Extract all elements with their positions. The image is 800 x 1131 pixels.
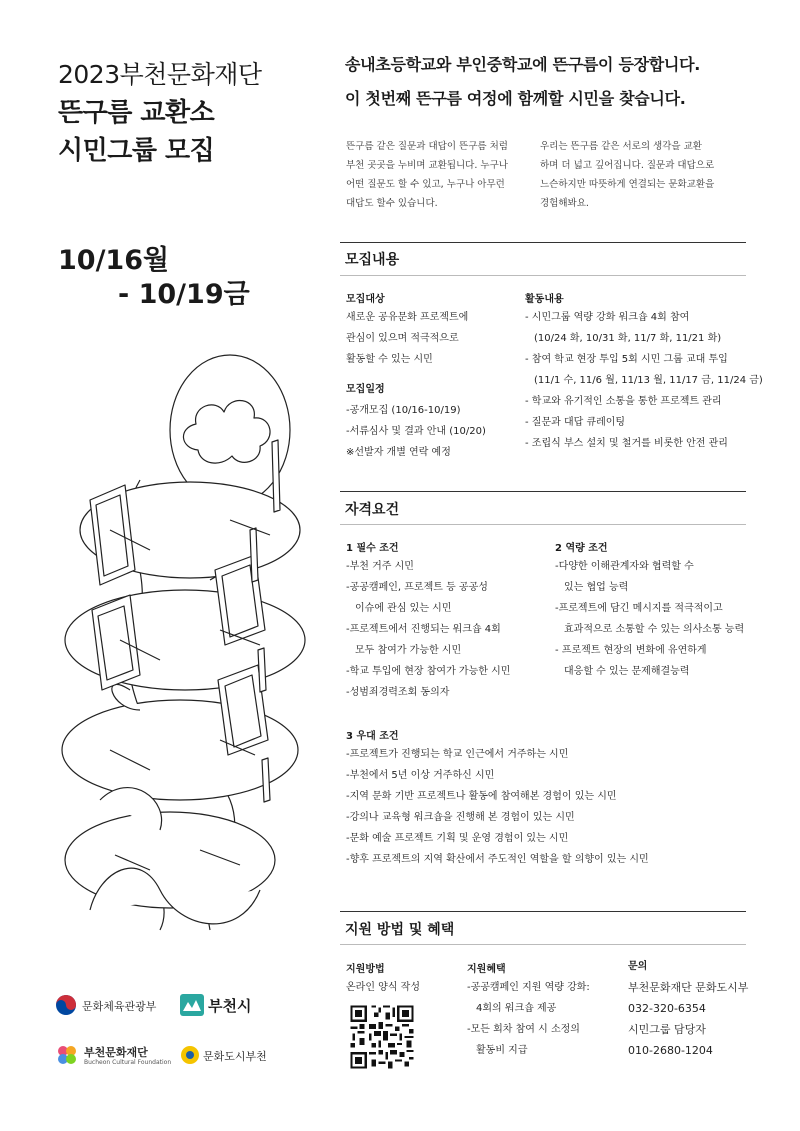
contact-phone: 010-2680-1204 <box>628 1044 713 1057</box>
text-line: -강의나 교육형 워크숍을 진행해 본 경험이 있는 시민 <box>346 812 575 823</box>
intro-line: 뜬구름 같은 질문과 대답이 뜬구름 처럼 <box>346 141 508 152</box>
text-line: - 질문과 대답 큐레이팅 <box>525 417 626 428</box>
text-line: - 프로젝트 현장의 변화에 유연하게 <box>555 645 707 656</box>
benefit-label: 지원혜택 <box>467 964 506 975</box>
text-line: 모두 참여가 가능한 시민 <box>355 645 462 656</box>
required-lines <box>346 556 510 703</box>
section-title-recruit: 모집내용 <box>345 252 400 268</box>
text-line: - 참여 학교 현장 투입 5회 시민 그룹 교대 투입 <box>525 354 728 365</box>
capability-label: 2 역량 조건 <box>555 543 608 554</box>
preferred-lines <box>346 744 649 870</box>
text-line: 대응할 수 있는 문제해결능력 <box>564 666 690 677</box>
text-line: 활동할 수 있는 시민 <box>346 354 433 365</box>
text-line: -프로젝트에서 진행되는 워크숍 4회 <box>346 624 501 635</box>
foundation-logo-text: 부천문화재단 <box>84 1046 148 1059</box>
mcst-logo-text: 문화체육관광부 <box>82 1000 157 1013</box>
divider <box>340 242 746 243</box>
text-line: 4회의 워크숍 제공 <box>476 1003 557 1014</box>
mcst-emblem-icon <box>55 994 77 1016</box>
text-line: -부천에서 5년 이상 거주하신 시민 <box>346 770 495 781</box>
text-line: 활동비 지급 <box>476 1045 528 1056</box>
activity-label: 활동내용 <box>525 294 564 305</box>
divider <box>340 275 746 276</box>
text-line: 효과적으로 소통할 수 있는 의사소통 능력 <box>564 624 745 635</box>
text-line: (11/1 수, 11/6 월, 11/13 월, 11/17 금, 11/24 금) <box>534 375 763 386</box>
intro-col-2 <box>540 137 715 213</box>
schedule-label: 모집일정 <box>346 384 385 395</box>
divider <box>340 911 746 912</box>
text-line: -공공캠페인 지원 역량 강화: <box>467 982 590 993</box>
target-lines <box>346 307 468 370</box>
required-label: 1 필수 조건 <box>346 543 399 554</box>
benefit-lines <box>467 977 590 1061</box>
target-label: 모집대상 <box>346 294 385 305</box>
cloud-booth-illustration <box>40 330 330 950</box>
capability-lines <box>555 556 744 682</box>
divider <box>340 524 746 525</box>
intro-line: 경험해봐요. <box>540 198 589 209</box>
text-line: -문화 예술 프로젝트 기획 및 운영 경험이 있는 시민 <box>346 833 569 844</box>
text-line: 관심이 있으며 적극적으로 <box>346 333 459 344</box>
date-start: 10/16월 <box>58 245 170 276</box>
text-line: -성범죄경력조회 동의자 <box>346 687 450 698</box>
intro-col-1 <box>346 137 521 213</box>
intro-line: 어떤 질문도 할 수 있고, 누구나 아무런 <box>346 179 505 190</box>
activity-lines <box>525 307 763 454</box>
text-line: ※선발자 개별 연락 예정 <box>346 447 451 458</box>
text-line: (10/24 화, 10/31 화, 11/7 화, 11/21 화) <box>534 333 722 344</box>
text-line: - 조립식 부스 설치 및 철거를 비롯한 안전 관리 <box>525 438 728 449</box>
method-label: 지원방법 <box>346 964 385 975</box>
text-line: -지역 문화 기반 프로젝트나 활동에 참여해본 경험이 있는 시민 <box>346 791 617 802</box>
text-line: -다양한 이해관계자와 협력할 수 <box>555 561 694 572</box>
intro-line: 대답도 할수 있습니다. <box>346 198 438 209</box>
intro-line: 하며 더 넓고 깊어집니다. 질문과 대답으로 <box>540 160 715 171</box>
divider <box>340 491 746 492</box>
text-line: -학교 투입에 현장 참여가 가능한 시민 <box>346 666 511 677</box>
text-line: -부천 거주 시민 <box>346 561 414 572</box>
method-text: 온라인 양식 작성 <box>346 982 420 993</box>
headline-line-2: 이 첫번째 뜬구름 여정에 함께할 시민을 찾습니다. <box>345 89 686 108</box>
text-line: -프로젝트가 진행되는 학교 인근에서 거주하는 시민 <box>346 749 569 760</box>
text-line: 있는 협업 능력 <box>564 582 629 593</box>
text-line: -향후 프로젝트의 지역 확산에서 주도적인 역할을 할 의향이 있는 시민 <box>346 854 649 865</box>
text-line: 새로운 공유문화 프로젝트에 <box>346 312 469 323</box>
text-line: -공공캠페인, 프로젝트 등 공공성 <box>346 582 488 593</box>
schedule-lines <box>346 400 486 463</box>
text-line: 이슈에 관심 있는 시민 <box>355 603 452 614</box>
text-line: 부천문화재단 문화도시부 <box>628 981 749 994</box>
title-line-1: 2023부천문화재단 <box>58 60 262 89</box>
headline-line-1: 송내초등학교와 부인중학교에 뜬구름이 등장합니다. <box>345 55 701 74</box>
culture-city-emblem-icon <box>180 1045 200 1065</box>
date-end: - 10/19금 <box>118 279 250 310</box>
text-line: -모든 회차 참여 시 소정의 <box>467 1024 580 1035</box>
intro-line: 우리는 뜬구름 같은 서로의 생각을 교환 <box>540 141 702 152</box>
bucheon-city-logo-text: 부천시 <box>208 997 252 1015</box>
divider <box>340 944 746 945</box>
section-title-apply: 지원 방법 및 혜택 <box>345 922 455 938</box>
bucheon-city-emblem-icon <box>180 994 204 1016</box>
qr-code-icon[interactable] <box>348 1003 416 1071</box>
section-title-qual: 자격요건 <box>345 502 400 518</box>
contact-label: 문의 <box>628 961 648 972</box>
text-line: -서류심사 및 결과 안내 (10/20) <box>346 426 486 437</box>
text-line: -프로젝트에 담긴 메시지를 적극적이고 <box>555 603 723 614</box>
contact-lines <box>628 977 748 1061</box>
text-line: - 학교와 유기적인 소통을 통한 프로젝트 관리 <box>525 396 722 407</box>
preferred-label: 3 우대 조건 <box>346 731 399 742</box>
text-line: 시민그룹 담당자 <box>628 1023 706 1036</box>
intro-line: 부천 곳곳을 누비며 교환됩니다. 누구나 <box>346 160 508 171</box>
title-line-3: 시민그룹 모집 <box>58 136 215 166</box>
text-line: -공개모집 (10/16-10/19) <box>346 405 461 416</box>
title-line-2: 뜬구름 교환소 <box>58 98 215 128</box>
intro-line: 느슨하지만 따뜻하게 연결되는 문화교환을 <box>540 179 715 190</box>
foundation-emblem-icon <box>55 1043 79 1067</box>
contact-phone: 032-320-6354 <box>628 1002 706 1015</box>
foundation-logo-en: Bucheon Cultural Foundation <box>84 1059 172 1066</box>
culture-city-logo-text: 문화도시부천 <box>203 1050 267 1063</box>
text-line: - 시민그룹 역량 강화 워크숍 4회 참여 <box>525 312 690 323</box>
